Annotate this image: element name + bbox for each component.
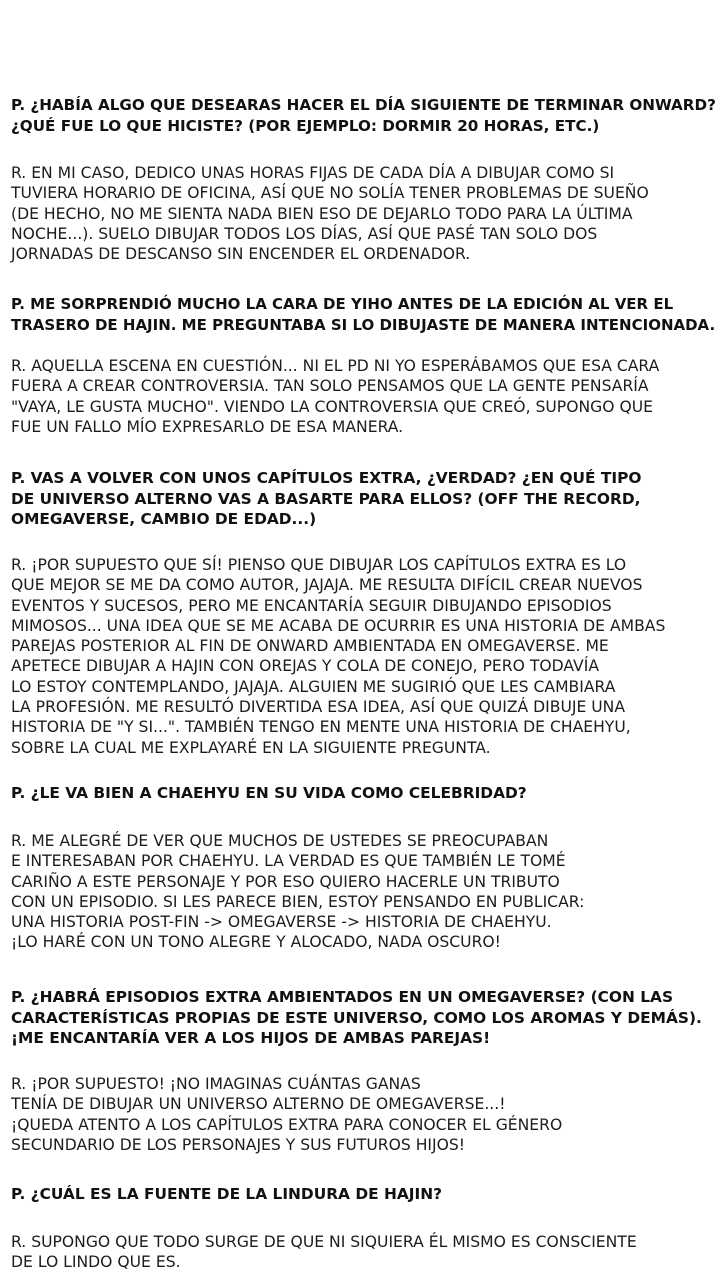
question-6: P. ¿CUÁL ES LA FUENTE DE LA LINDURA DE HAJIN?: [11, 1185, 443, 1203]
question-5: P. ¿HABRÁ EPISODIOS EXTRA AMBIENTADOS EN UN OMEGAVERSE? (CON LAS CARACTERÍSTICAS PROPIAS DE ESTE UNIVERSO, COMO LOS AROMAS Y DEMÁS). ¡ME ENCANTARÍA VER A LOS HIJOS DE AMBAS PAREJAS!: [11, 988, 702, 1047]
answer-5: R. ¡POR SUPUESTO! ¡NO IMAGINAS CUÁNTAS GANAS TENÍA DE DIBUJAR UN UNIVERSO ALTERNO DE OMEGAVERSE...! ¡QUEDA ATENTO A LOS CAPÍTULOS EXTRA PARA CONOCER EL GÉNERO SECUNDARIO DE LOS PERSONAJES Y SUS FUTUROS HIJOS!: [11, 1075, 563, 1154]
answer-4: R. ME ALEGRÉ DE VER QUE MUCHOS DE USTEDES SE PREOCUPABAN E INTERESABAN POR CHAEHYU. LA VERDAD ES QUE TAMBIÉN LE TOMÉ CARIÑO A ESTE PERSONAJE Y POR ESO QUIERO HACERLE UN TRIBUTO CON UN EPISODIO. SI LES PARECE BIEN, ESTOY PENSANDO EN PUBLICAR: UNA HISTORIA POST-FIN -> OMEGAVERSE -> HISTORIA DE CHAEHYU. ¡LO HARÉ CON UN TONO ALEGRE Y ALOCADO, NADA OSCURO!: [11, 832, 585, 952]
question-1: P. ¿HABÍA ALGO QUE DESEARAS HACER EL DÍA SIGUIENTE DE TERMINAR ONWARD? ¿QUÉ FUE LO QUE HICISTE? (POR EJEMPLO: DORMIR 20 HORAS, ETC.): [11, 96, 716, 135]
question-3: P. VAS A VOLVER CON UNOS CAPÍTULOS EXTRA, ¿VERDAD? ¿EN QUÉ TIPO DE UNIVERSO ALTERNO VAS A BASARTE PARA ELLOS? (OFF THE RECORD, OMEGAVERSE, CAMBIO DE EDAD...): [11, 469, 642, 528]
answer-6: R. SUPONGO QUE TODO SURGE DE QUE NI SIQUIERA ÉL MISMO ES CONSCIENTE DE LO LINDO QUE ES.: [11, 1233, 637, 1272]
answer-3: R. ¡POR SUPUESTO QUE SÍ! PIENSO QUE DIBUJAR LOS CAPÍTULOS EXTRA ES LO QUE MEJOR SE ME DA COMO AUTOR, JAJAJA. ME RESULTA DIFÍCIL CREAR NUEVOS EVENTOS Y SUCESOS, PERO ME ENCANTARÍA SEGUIR DIBUJANDO EPISODIOS MIMOSOS... UNA IDEA QUE SE ME ACABA DE OCURRIR ES UNA HISTORIA DE AMBAS PAREJAS POSTERIOR AL FIN DE ONWARD AMBIENTADA EN OMEGAVERSE. ME APETECE DIBUJAR A HAJIN CON OREJAS Y COLA DE CONEJO, PERO TODAVÍA LO ESTOY CONTEMPLANDO, JAJAJA. ALGUIEN ME SUGIRIÓ QUE LES CAMBIARA LA PROFESIÓN. ME RESULTÓ DIVERTIDA ESA IDEA, ASÍ QUE QUIZÁ DIBUJE UNA HISTORIA DE "Y SI...". TAMBIÉN TENGO EN MENTE UNA HISTORIA DE CHAEHYU, SOBRE LA CUAL ME EXPLAYARÉ EN LA SIGUIENTE PREGUNTA.: [11, 556, 666, 757]
answer-2: R. AQUELLA ESCENA EN CUESTIÓN... NI EL PD NI YO ESPERÁBAMOS QUE ESA CARA FUERA A CREAR CONTROVERSIA. TAN SOLO PENSAMOS QUE LA GENTE PENSARÍA "VAYA, LE GUSTA MUCHO". VIENDO LA CONTROVERSIA QUE CREÓ, SUPONGO QUE FUE UN FALLO MÍO EXPRESARLO DE ESA MANERA.: [11, 357, 660, 436]
answer-1: R. EN MI CASO, DEDICO UNAS HORAS FIJAS DE CADA DÍA A DIBUJAR COMO SI TUVIERA HORARIO DE OFICINA, ASÍ QUE NO SOLÍA TENER PROBLEMAS DE SUEÑO (DE HECHO, NO ME SIENTA NADA BIEN ESO DE DEJARLO TODO PARA LA ÚLTIMA NOCHE...). SUELO DIBUJAR TODOS LOS DÍAS, ASÍ QUE PASÉ TAN SOLO DOS JORNADAS DE DESCANSO SIN ENCENDER EL ORDENADOR.: [11, 164, 649, 264]
question-2: P. ME SORPRENDIÓ MUCHO LA CARA DE YIHO ANTES DE LA EDICIÓN AL VER EL TRASERO DE HAJIN. ME PREGUNTABA SI LO DIBUJASTE DE MANERA INTENCIONADA.: [11, 295, 716, 334]
question-4: P. ¿LE VA BIEN A CHAEHYU EN SU VIDA COMO CELEBRIDAD?: [11, 784, 527, 802]
